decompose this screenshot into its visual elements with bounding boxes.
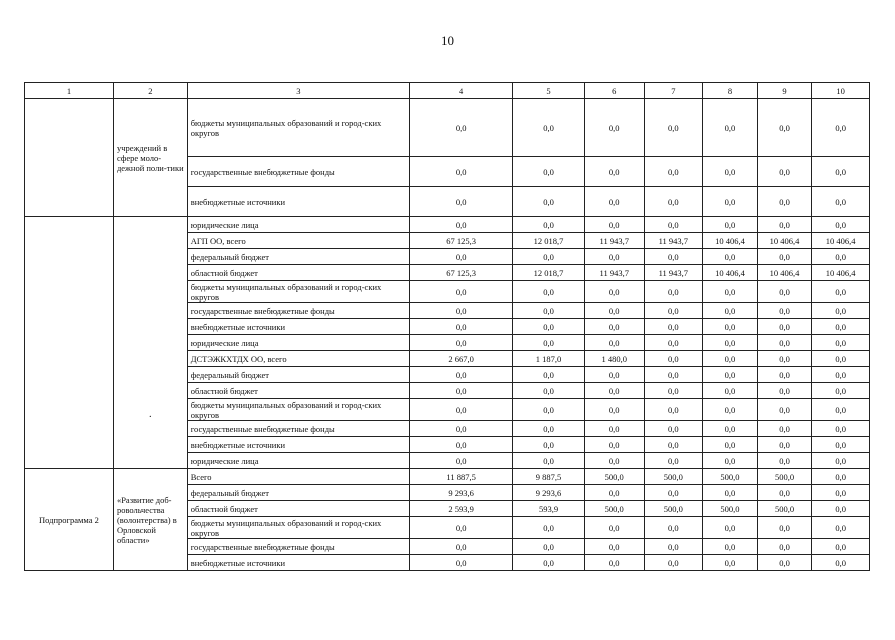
- amount-cell: 0,0: [703, 281, 758, 303]
- funding-source-label: бюджеты муниципальных образований и город-ских округов: [187, 281, 409, 303]
- amount-cell: 0,0: [703, 555, 758, 571]
- amount-cell: 0,0: [757, 249, 812, 265]
- amount-cell: 67 125,3: [410, 265, 513, 281]
- amount-cell: 0,0: [584, 555, 644, 571]
- program-title-text: учреждений в сфере моло-дежной поли-тики: [116, 142, 184, 173]
- column-header: 3: [187, 83, 409, 99]
- amount-cell: 0,0: [410, 99, 513, 157]
- header-row: [25, 83, 870, 99]
- amount-cell: 0,0: [644, 367, 703, 383]
- amount-cell: 0,0: [812, 217, 870, 233]
- amount-cell: 0,0: [644, 319, 703, 335]
- amount-cell: 0,0: [584, 399, 644, 421]
- amount-cell: 0,0: [513, 437, 585, 453]
- funding-source-label: внебюджетные источники: [187, 437, 409, 453]
- amount-cell: 0,0: [584, 485, 644, 501]
- amount-cell: 0,0: [410, 319, 513, 335]
- amount-cell: 1 480,0: [584, 351, 644, 367]
- amount-cell: 0,0: [757, 217, 812, 233]
- amount-cell: 0,0: [644, 217, 703, 233]
- funding-source-label: федеральный бюджет: [187, 249, 409, 265]
- amount-cell: 0,0: [757, 303, 812, 319]
- amount-cell: 10 406,4: [757, 265, 812, 281]
- amount-cell: 0,0: [644, 453, 703, 469]
- amount-cell: 0,0: [513, 367, 585, 383]
- funding-source-label: юридические лица: [187, 453, 409, 469]
- funding-source-label: внебюджетные источники: [187, 187, 409, 217]
- program-name-cell: Подпрограмма 2: [25, 469, 114, 571]
- amount-cell: 0,0: [513, 99, 585, 157]
- amount-cell: 0,0: [644, 517, 703, 539]
- amount-cell: 0,0: [584, 249, 644, 265]
- amount-cell: 0,0: [513, 555, 585, 571]
- amount-cell: 0,0: [703, 319, 758, 335]
- amount-cell: 0,0: [703, 539, 758, 555]
- amount-cell: 0,0: [410, 517, 513, 539]
- amount-cell: 0,0: [584, 303, 644, 319]
- funding-source-label: областной бюджет: [187, 265, 409, 281]
- table-row: [25, 99, 870, 157]
- amount-cell: 0,0: [757, 555, 812, 571]
- amount-cell: 0,0: [757, 157, 812, 187]
- amount-cell: 0,0: [513, 249, 585, 265]
- amount-cell: 0,0: [410, 157, 513, 187]
- amount-cell: 0,0: [703, 217, 758, 233]
- amount-cell: 0,0: [513, 281, 585, 303]
- amount-cell: 0,0: [757, 367, 812, 383]
- amount-cell: 0,0: [644, 187, 703, 217]
- amount-cell: 0,0: [812, 351, 870, 367]
- amount-cell: 0,0: [644, 249, 703, 265]
- amount-cell: 0,0: [812, 187, 870, 217]
- amount-cell: 0,0: [812, 383, 870, 399]
- amount-cell: 0,0: [757, 187, 812, 217]
- amount-cell: 0,0: [584, 217, 644, 233]
- amount-cell: 0,0: [703, 351, 758, 367]
- amount-cell: 0,0: [644, 281, 703, 303]
- funding-source-label: федеральный бюджет: [187, 367, 409, 383]
- amount-cell: 0,0: [513, 421, 585, 437]
- amount-cell: 0,0: [812, 335, 870, 351]
- amount-cell: 0,0: [410, 539, 513, 555]
- amount-cell: 0,0: [757, 319, 812, 335]
- amount-cell: 0,0: [513, 187, 585, 217]
- amount-cell: 0,0: [812, 249, 870, 265]
- amount-cell: 10 406,4: [703, 265, 758, 281]
- column-header: 5: [513, 83, 585, 99]
- funding-source-label: АГП ОО, всего: [187, 233, 409, 249]
- amount-cell: 0,0: [410, 217, 513, 233]
- amount-cell: 0,0: [644, 157, 703, 187]
- amount-cell: 67 125,3: [410, 233, 513, 249]
- program-title-cell: [113, 469, 187, 571]
- funding-source-label: бюджеты муниципальных образований и город-ских округов: [187, 99, 409, 157]
- funding-source-label: Всего: [187, 469, 409, 485]
- funding-source-label: внебюджетные источники: [187, 319, 409, 335]
- funding-source-label: государственные внебюджетные фонды: [187, 157, 409, 187]
- amount-cell: 0,0: [644, 383, 703, 399]
- column-header: 6: [584, 83, 644, 99]
- column-header: 4: [410, 83, 513, 99]
- amount-cell: 0,0: [703, 99, 758, 157]
- amount-cell: 11 943,7: [644, 233, 703, 249]
- amount-cell: 10 406,4: [812, 233, 870, 249]
- funding-source-label: государственные внебюджетные фонды: [187, 421, 409, 437]
- amount-cell: 0,0: [812, 157, 870, 187]
- amount-cell: 0,0: [812, 485, 870, 501]
- amount-cell: 0,0: [703, 303, 758, 319]
- amount-cell: 0,0: [513, 453, 585, 469]
- amount-cell: 0,0: [644, 485, 703, 501]
- amount-cell: 0,0: [513, 399, 585, 421]
- amount-cell: 0,0: [812, 501, 870, 517]
- amount-cell: 9 293,6: [410, 485, 513, 501]
- funding-source-label: ДСТЭЖКХТДХ ОО, всего: [187, 351, 409, 367]
- column-header: 10: [812, 83, 870, 99]
- amount-cell: 500,0: [584, 469, 644, 485]
- amount-cell: 0,0: [703, 517, 758, 539]
- table-row: [25, 469, 870, 485]
- amount-cell: 12 018,7: [513, 233, 585, 249]
- amount-cell: 0,0: [703, 421, 758, 437]
- column-header: 8: [703, 83, 758, 99]
- amount-cell: 0,0: [812, 517, 870, 539]
- amount-cell: 0,0: [513, 383, 585, 399]
- funding-source-label: бюджеты муниципальных образований и город-ских округов: [187, 399, 409, 421]
- amount-cell: 0,0: [812, 469, 870, 485]
- amount-cell: 0,0: [513, 539, 585, 555]
- amount-cell: 0,0: [644, 335, 703, 351]
- program-name-cell: [25, 217, 114, 469]
- amount-cell: 0,0: [584, 421, 644, 437]
- amount-cell: 0,0: [513, 303, 585, 319]
- amount-cell: 500,0: [644, 501, 703, 517]
- amount-cell: 0,0: [757, 351, 812, 367]
- amount-cell: 0,0: [410, 281, 513, 303]
- amount-cell: 0,0: [410, 555, 513, 571]
- funding-source-label: бюджеты муниципальных образований и город-ских округов: [187, 517, 409, 539]
- amount-cell: 0,0: [410, 437, 513, 453]
- amount-cell: 12 018,7: [513, 265, 585, 281]
- amount-cell: 0,0: [584, 281, 644, 303]
- amount-cell: 0,0: [513, 319, 585, 335]
- funding-source-label: государственные внебюджетные фонды: [187, 539, 409, 555]
- amount-cell: 0,0: [644, 99, 703, 157]
- amount-cell: 0,0: [513, 335, 585, 351]
- amount-cell: 0,0: [757, 421, 812, 437]
- amount-cell: 0,0: [584, 517, 644, 539]
- amount-cell: 0,0: [812, 99, 870, 157]
- column-header: 2: [113, 83, 187, 99]
- amount-cell: 11 943,7: [584, 265, 644, 281]
- table-body: [25, 99, 870, 571]
- amount-cell: 10 406,4: [757, 233, 812, 249]
- amount-cell: 0,0: [644, 303, 703, 319]
- amount-cell: 0,0: [410, 453, 513, 469]
- amount-cell: 0,0: [703, 437, 758, 453]
- program-name-cell: [25, 99, 114, 217]
- amount-cell: 0,0: [513, 217, 585, 233]
- funding-source-label: внебюджетные источники: [187, 555, 409, 571]
- amount-cell: 0,0: [584, 383, 644, 399]
- amount-cell: 0,0: [644, 539, 703, 555]
- amount-cell: 11 943,7: [584, 233, 644, 249]
- budget-table: [24, 82, 870, 571]
- amount-cell: 0,0: [757, 539, 812, 555]
- table-row: [25, 217, 870, 233]
- amount-cell: 0,0: [703, 187, 758, 217]
- amount-cell: 9 887,5: [513, 469, 585, 485]
- amount-cell: 0,0: [644, 555, 703, 571]
- amount-cell: 11 943,7: [644, 265, 703, 281]
- funding-source-label: областной бюджет: [187, 501, 409, 517]
- amount-cell: 0,0: [410, 399, 513, 421]
- amount-cell: 0,0: [644, 421, 703, 437]
- amount-cell: 0,0: [584, 437, 644, 453]
- amount-cell: 0,0: [410, 335, 513, 351]
- column-header: 9: [757, 83, 812, 99]
- amount-cell: 0,0: [703, 453, 758, 469]
- amount-cell: 0,0: [703, 399, 758, 421]
- stray-mark: ·: [148, 411, 152, 423]
- amount-cell: 0,0: [513, 157, 585, 187]
- amount-cell: 0,0: [812, 319, 870, 335]
- amount-cell: 500,0: [644, 469, 703, 485]
- funding-source-label: юридические лица: [187, 217, 409, 233]
- amount-cell: 0,0: [812, 367, 870, 383]
- amount-cell: 0,0: [584, 99, 644, 157]
- amount-cell: 0,0: [703, 335, 758, 351]
- amount-cell: 0,0: [703, 367, 758, 383]
- amount-cell: 0,0: [584, 187, 644, 217]
- amount-cell: 0,0: [584, 335, 644, 351]
- program-title-text: «Развитие доб-ровольчества (волонтерства) в Орловской области»: [116, 494, 177, 545]
- amount-cell: 2 593,9: [410, 501, 513, 517]
- amount-cell: 9 293,6: [513, 485, 585, 501]
- amount-cell: 0,0: [757, 517, 812, 539]
- amount-cell: 0,0: [812, 539, 870, 555]
- amount-cell: 2 667,0: [410, 351, 513, 367]
- program-title-cell: [113, 217, 187, 469]
- funding-source-label: областной бюджет: [187, 383, 409, 399]
- page-number: 10: [441, 33, 454, 48]
- amount-cell: 0,0: [410, 303, 513, 319]
- amount-cell: 500,0: [757, 469, 812, 485]
- amount-cell: 0,0: [644, 351, 703, 367]
- amount-cell: 0,0: [703, 157, 758, 187]
- amount-cell: 1 187,0: [513, 351, 585, 367]
- amount-cell: 0,0: [757, 453, 812, 469]
- amount-cell: 0,0: [757, 485, 812, 501]
- amount-cell: 0,0: [644, 399, 703, 421]
- amount-cell: 0,0: [812, 453, 870, 469]
- amount-cell: 10 406,4: [703, 233, 758, 249]
- amount-cell: 0,0: [410, 367, 513, 383]
- amount-cell: 0,0: [584, 539, 644, 555]
- amount-cell: 0,0: [584, 453, 644, 469]
- amount-cell: 0,0: [757, 399, 812, 421]
- amount-cell: 500,0: [584, 501, 644, 517]
- amount-cell: 0,0: [584, 319, 644, 335]
- amount-cell: 0,0: [410, 187, 513, 217]
- funding-source-label: юридические лица: [187, 335, 409, 351]
- column-header: 1: [25, 83, 114, 99]
- amount-cell: 0,0: [703, 383, 758, 399]
- funding-source-label: государственные внебюджетные фонды: [187, 303, 409, 319]
- amount-cell: 0,0: [812, 303, 870, 319]
- amount-cell: 0,0: [513, 517, 585, 539]
- amount-cell: 0,0: [812, 421, 870, 437]
- amount-cell: 0,0: [410, 249, 513, 265]
- amount-cell: 0,0: [410, 383, 513, 399]
- amount-cell: 0,0: [812, 399, 870, 421]
- amount-cell: 0,0: [644, 437, 703, 453]
- amount-cell: 10 406,4: [812, 265, 870, 281]
- amount-cell: 0,0: [757, 335, 812, 351]
- amount-cell: 500,0: [703, 469, 758, 485]
- column-header: 7: [644, 83, 703, 99]
- funding-source-label: федеральный бюджет: [187, 485, 409, 501]
- program-title-cell: [113, 99, 187, 217]
- amount-cell: 593,9: [513, 501, 585, 517]
- amount-cell: 0,0: [410, 421, 513, 437]
- amount-cell: 0,0: [703, 249, 758, 265]
- amount-cell: 0,0: [584, 157, 644, 187]
- amount-cell: 0,0: [757, 99, 812, 157]
- amount-cell: 0,0: [757, 437, 812, 453]
- amount-cell: 0,0: [812, 555, 870, 571]
- amount-cell: 0,0: [757, 383, 812, 399]
- amount-cell: 0,0: [812, 437, 870, 453]
- amount-cell: 500,0: [703, 501, 758, 517]
- amount-cell: 0,0: [584, 367, 644, 383]
- amount-cell: 500,0: [757, 501, 812, 517]
- amount-cell: 0,0: [757, 281, 812, 303]
- amount-cell: 0,0: [703, 485, 758, 501]
- amount-cell: 0,0: [812, 281, 870, 303]
- amount-cell: 11 887,5: [410, 469, 513, 485]
